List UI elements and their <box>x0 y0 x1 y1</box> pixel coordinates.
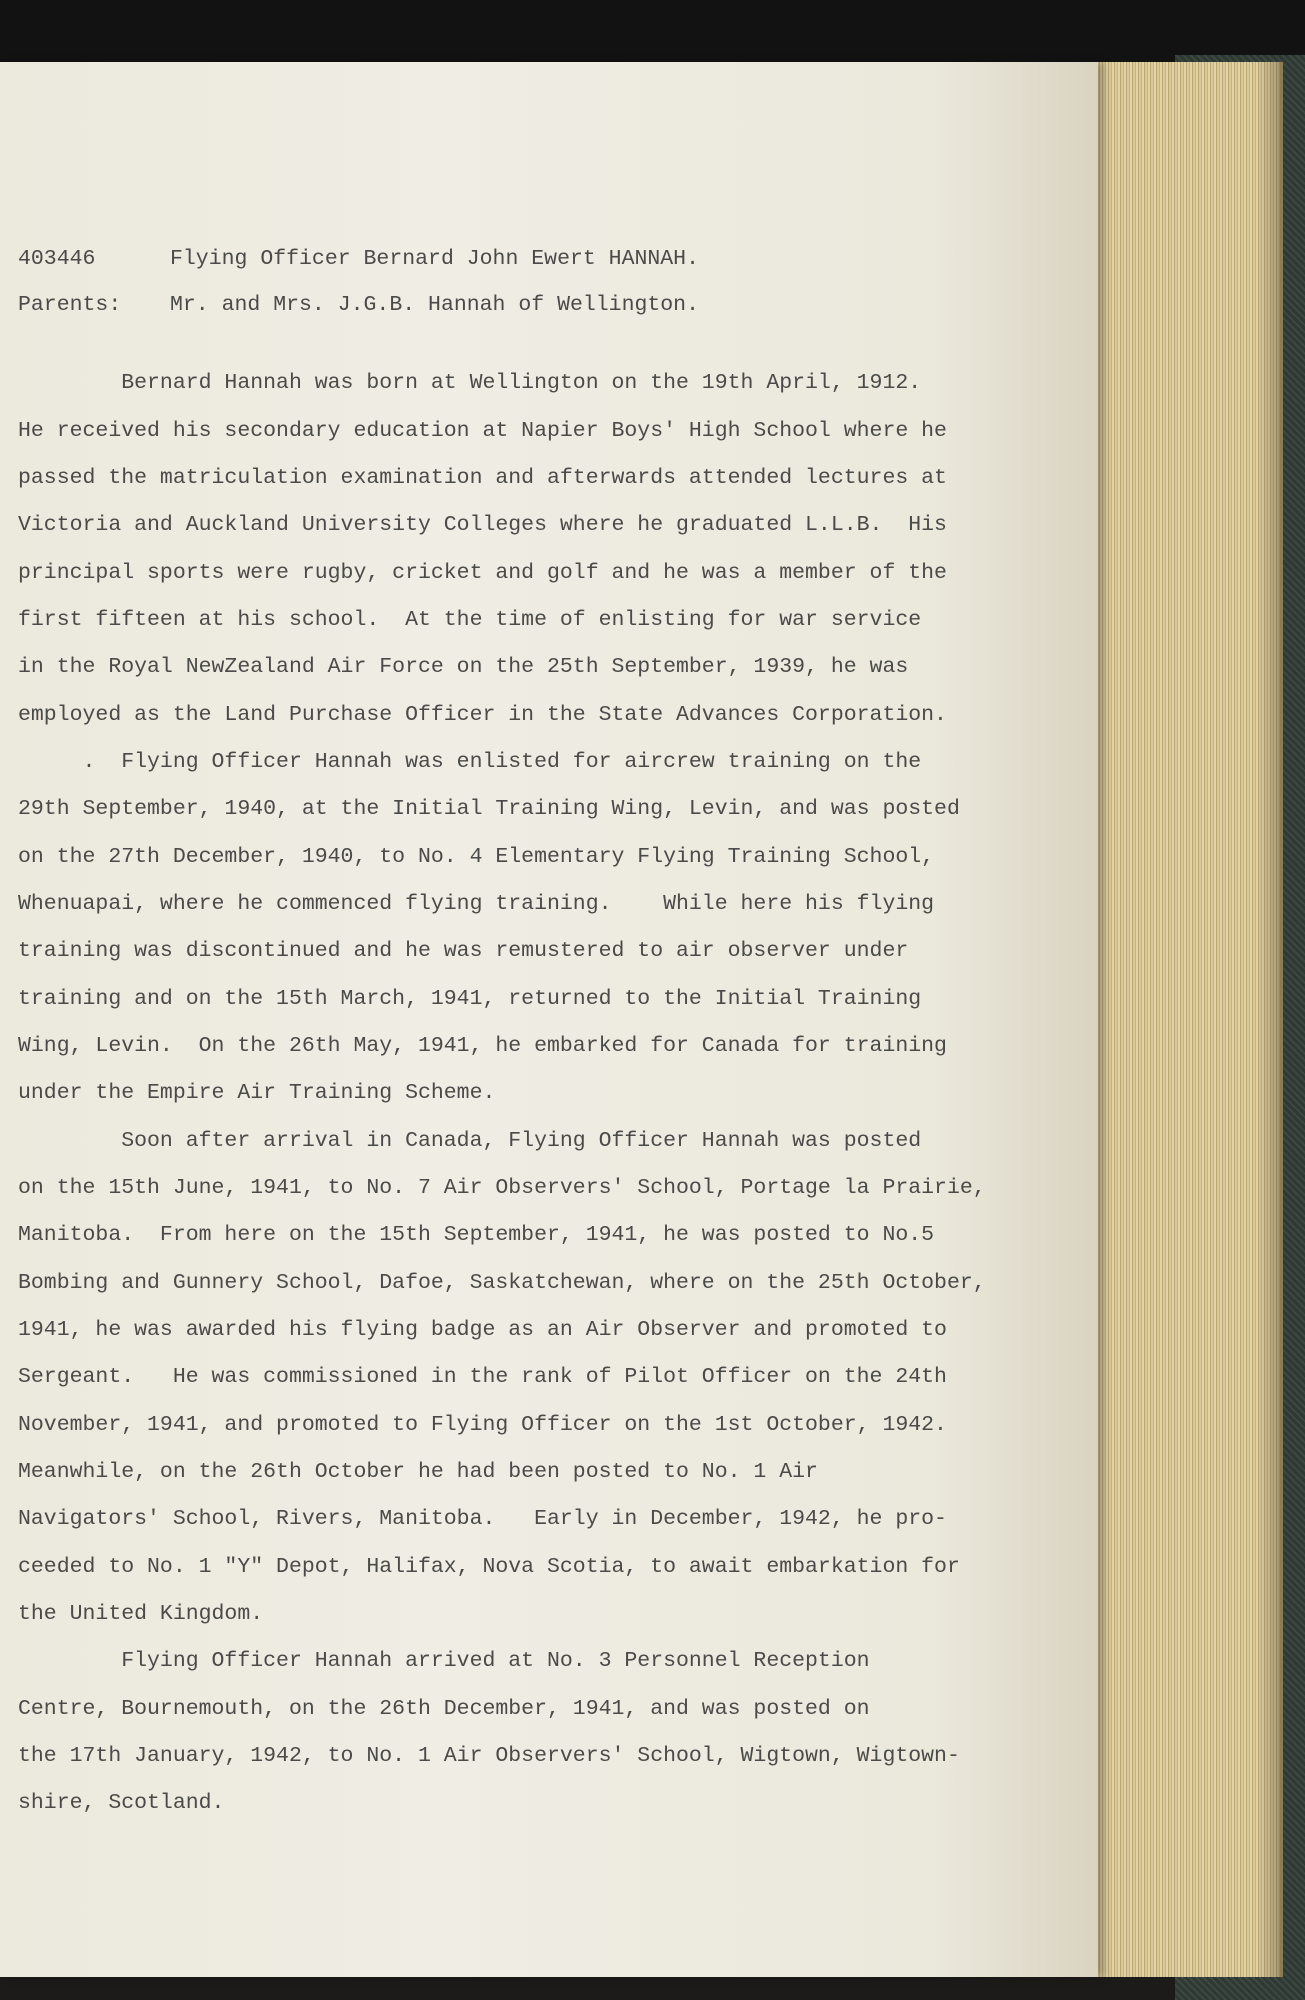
document-page <box>0 62 1098 1977</box>
body-line: ceeded to No. 1 "Y" Depot, Halifax, Nova Scotia, to await embarkation for <box>18 1555 960 1579</box>
service-number: 403446 <box>18 247 96 271</box>
body-line: 29th September, 1940, at the Initial Training Wing, Levin, and was posted <box>18 797 960 821</box>
body-line: passed the matriculation examination and afterwards attended lectures at <box>18 466 947 490</box>
body-line: Bernard Hannah was born at Wellington on the 19th April, 1912. <box>18 371 922 395</box>
body-line: training and on the 15th March, 1941, returned to the Initial Training <box>18 987 922 1011</box>
typed-text <box>0 62 1098 1977</box>
body-line: on the 15th June, 1941, to No. 7 Air Observers' School, Portage la Prairie, <box>18 1176 986 1200</box>
body-line: Victoria and Auckland University Colleges where he graduated L.L.B. His <box>18 513 947 537</box>
body-line: Soon after arrival in Canada, Flying Officer Hannah was posted <box>18 1129 922 1153</box>
body-line: November, 1941, and promoted to Flying Officer on the 1st October, 1942. <box>18 1413 947 1437</box>
body-line: shire, Scotland. <box>18 1791 225 1815</box>
body-line: employed as the Land Purchase Officer in the State Advances Corporation. <box>18 703 947 727</box>
body-line: Centre, Bournemouth, on the 26th December, 1941, and was posted on <box>18 1697 870 1721</box>
body-line: Whenuapai, where he commenced flying training. While here his flying <box>18 892 935 916</box>
body-line: principal sports were rugby, cricket and golf and he was a member of the <box>18 561 947 585</box>
body-line: Bombing and Gunnery School, Dafoe, Saskatchewan, where on the 25th October, <box>18 1271 986 1295</box>
body-line: Manitoba. From here on the 15th September, 1941, he was posted to No.5 <box>18 1223 935 1247</box>
body-line: the 17th January, 1942, to No. 1 Air Observers' School, Wigtown, Wigtown- <box>18 1744 960 1768</box>
name-line: Flying Officer Bernard John Ewert HANNAH. <box>170 247 699 271</box>
body-line: . Flying Officer Hannah was enlisted for aircrew training on the <box>18 750 922 774</box>
body-line: training was discontinued and he was remustered to air observer under <box>18 939 909 963</box>
body-line: Flying Officer Hannah arrived at No. 3 Personnel Reception <box>18 1649 870 1673</box>
body-line: Meanwhile, on the 26th October he had been posted to No. 1 Air <box>18 1460 818 1484</box>
body-line: He received his secondary education at Napier Boys' High School where he <box>18 419 947 443</box>
body-line: under the Empire Air Training Scheme. <box>18 1081 496 1105</box>
body-line: in the Royal NewZealand Air Force on the 25th September, 1939, he was <box>18 655 909 679</box>
body-line: Navigators' School, Rivers, Manitoba. Early in December, 1942, he pro- <box>18 1507 947 1531</box>
page-edges <box>1085 62 1283 1977</box>
body-line: on the 27th December, 1940, to No. 4 Elementary Flying Training School, <box>18 845 935 869</box>
body-line: first fifteen at his school. At the time of enlisting for war service <box>18 608 922 632</box>
body-line: Wing, Levin. On the 26th May, 1941, he embarked for Canada for training <box>18 1034 947 1058</box>
dark-background <box>0 0 1305 62</box>
parents-value: Mr. and Mrs. J.G.B. Hannah of Wellington. <box>170 293 699 317</box>
body-line: 1941, he was awarded his flying badge as an Air Observer and promoted to <box>18 1318 947 1342</box>
parents-label: Parents: <box>18 293 122 317</box>
body-line: the United Kingdom. <box>18 1602 264 1626</box>
body-line: Sergeant. He was commissioned in the rank of Pilot Officer on the 24th <box>18 1365 947 1389</box>
